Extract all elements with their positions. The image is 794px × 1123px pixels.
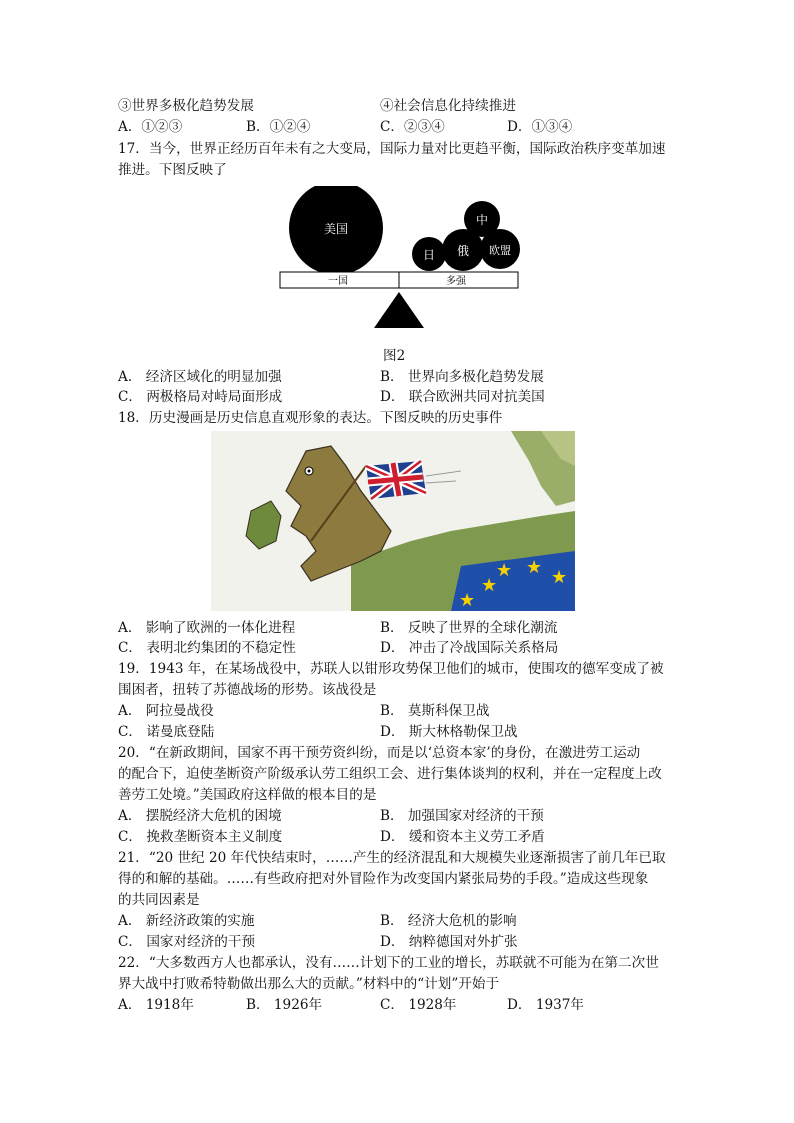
option-3: ③世界多极化趋势发展 [118, 98, 254, 114]
q21-choice-c: C． 国家对经济的干预 [118, 934, 256, 950]
fulcrum [374, 292, 424, 328]
q18-choice-a: A． 影响了欧洲的一体化进程 [118, 620, 296, 636]
q21-choice-a: A． 新经济政策的实施 [118, 913, 255, 929]
q17-choice-c: C． 两极格局对峙局面形成 [118, 389, 283, 405]
q21-stem-line3: 的共同因素是 [118, 892, 200, 908]
q18-choice-c: C． 表明北约集团的不稳定性 [118, 640, 296, 656]
choice-b: B．①②④ [246, 119, 311, 135]
russia-label: 俄 [456, 244, 470, 258]
china-label: 中 [475, 213, 489, 227]
q22-choice-c: C． 1928年 [380, 997, 457, 1013]
eu-star: ★ [551, 567, 568, 588]
q17-choice-b: B． 世界向多极化趋势发展 [380, 369, 544, 385]
option-4: ④社会信息化持续推进 [380, 98, 516, 114]
q21-choice-d: D． 纳粹德国对外扩张 [380, 934, 518, 950]
q22-stem-line2: 界大战中打败希特勒做出那么大的贡献。”材料中的“计划”开始于 [118, 976, 500, 992]
q17-stem-line2: 推进。下图反映了 [118, 162, 227, 178]
eu-label: 欧盟 [489, 244, 511, 257]
q17-stem-line1: 17．当今，世界正经历百年未有之大变局，国际力量对比更趋平衡，国际政治秩序变革加速 [118, 141, 666, 157]
eu-star: ★ [459, 590, 476, 611]
usa-label: 美国 [323, 222, 349, 236]
q19-choice-c: C． 诺曼底登陆 [118, 724, 215, 740]
q19-choice-d: D． 斯大林格勒保卫战 [380, 724, 518, 740]
q20-choice-c: C． 挽救垄断资本主义制度 [118, 829, 283, 845]
eu-star: ★ [481, 575, 498, 596]
japan-label: 日 [422, 248, 436, 262]
q20-choice-d: D． 缓和资本主义劳工矛盾 [380, 829, 545, 845]
q22-choice-a: A． 1918年 [118, 997, 194, 1013]
figure-caption: 图2 [383, 348, 406, 364]
q20-choice-b: B． 加强国家对经济的干预 [380, 808, 544, 824]
q17-choice-a: A． 经济区域化的明显加强 [118, 369, 282, 385]
balance-figure [276, 186, 526, 332]
q17-choice-d: D． 联合欧洲共同对抗美国 [380, 389, 545, 405]
choice-d: D．①③④ [507, 119, 573, 135]
union-jack-flag [366, 461, 426, 499]
eu-star: ★ [526, 557, 543, 578]
q21-stem-line2: 得的和解的基础。……有些政府把对外冒险作为改变国内紧张局势的手段。”造成这些现象 [118, 871, 649, 887]
beam-left-label: 一国 [328, 276, 348, 287]
q20-stem-line2: 的配合下，迫使垄断资产阶级承认劳工组织工会、进行集体谈判的权利，并在一定程度上改 [118, 766, 662, 782]
q19-choice-a: A． 阿拉曼战役 [118, 703, 214, 719]
choice-c: C．②③④ [380, 119, 445, 135]
q21-choice-b: B． 经济大危机的影响 [380, 913, 517, 929]
choice-a: A．①②③ [118, 119, 183, 135]
q18-choice-b: B． 反映了世界的全球化潮流 [380, 620, 558, 636]
q22-choice-d: D． 1937年 [507, 997, 585, 1013]
q22-choice-b: B． 1926年 [246, 997, 323, 1013]
q19-stem-line2: 围困者，扭转了苏德战场的形势。该战役是 [118, 682, 377, 698]
beam-right-label: 多强 [446, 276, 466, 287]
q22-stem-line1: 22．“大多数西方人也都承认，没有……计划下的工业的增长，苏联就不可能为在第二次世 [118, 955, 659, 971]
brexit-cartoon [211, 431, 575, 611]
q19-choice-b: B． 莫斯科保卫战 [380, 703, 490, 719]
q21-stem-line1: 21．“20 世纪 20 年代快结束时，……产生的经济混乱和大规模失业逐渐损害了前几年已取 [118, 850, 666, 866]
q20-choice-a: A． 摆脱经济大危机的困境 [118, 808, 282, 824]
eu-star: ★ [496, 560, 513, 581]
q20-stem-line1: 20．“在新政期间，国家不再干预劳资纠纷，而是以‘总资本家’的身份，在激进劳工运动 [118, 745, 641, 761]
q19-stem-line1: 19．1943 年，在某场战役中，苏联人以钳形攻势保卫他们的城市，使围攻的德军变成了被 [118, 661, 664, 677]
q18-choice-d: D． 冲击了冷战国际关系格局 [380, 640, 559, 656]
q18-stem-line1: 18．历史漫画是历史信息直观形象的表达。下图反映的历史事件 [118, 410, 503, 426]
q20-stem-line3: 善劳工处境。”美国政府这样做的根本目的是 [118, 787, 377, 803]
